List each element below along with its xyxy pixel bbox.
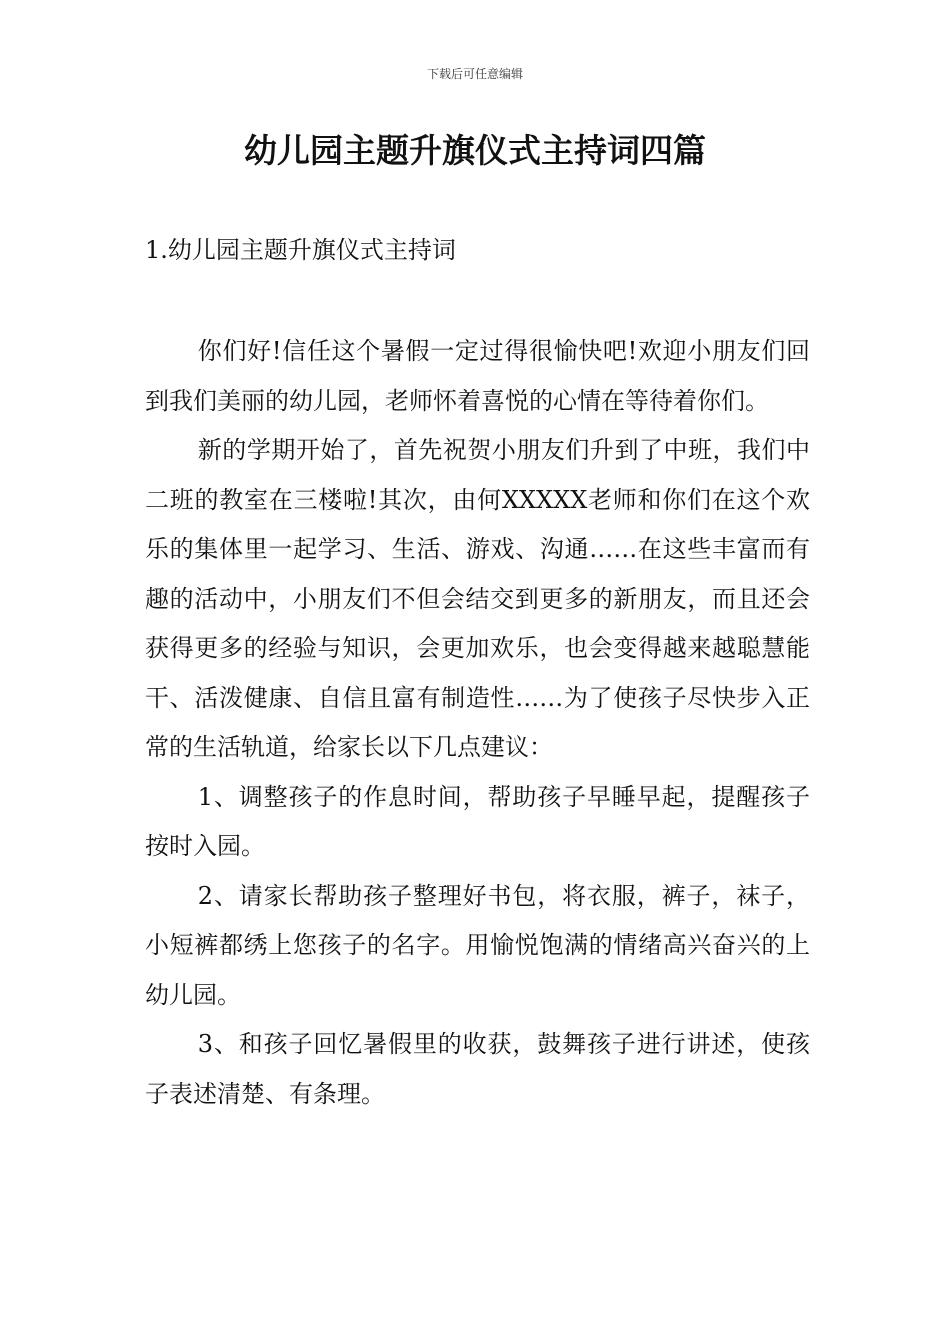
paragraph-suggestion-3: 3、和孩子回忆暑假里的收获，鼓舞孩子进行讲述，使孩子表述清楚、有条理。 [145, 1030, 810, 1108]
paragraph-suggestion-1: 1、调整孩子的作息时间，帮助孩子早睡早起，提醒孩子按时入园。 [145, 782, 810, 860]
paragraph-new-semester: 新的学期开始了，首先祝贺小朋友们升到了中班，我们中二班的教室在三楼啦!其次，由何XXXXX老师和你们在这个欢乐的集体里一起学习、生活、游戏、沟通……在这些丰富而有趣的活动中，小朋友们不但会结交到更多的新朋友，而且还会获得更多的经验与知识，会更加欢乐，也会变得越来越聪慧能干、活泼健康、自信且富有制造性……为了使孩子尽快步入正常的生活轨道，给家长以下几点建议： [145, 436, 810, 761]
section-heading: 1.幼儿园主题升旗仪式主持词 [145, 236, 456, 264]
body-text [145, 327, 810, 1119]
header-note: 下载后可任意编辑 [426, 67, 523, 81]
paragraph-suggestion-2: 2、请家长帮助孩子整理好书包，将衣服，裤子，袜子，小短裤都绣上您孩子的名字。用愉悦饱满的情绪高兴奋兴的上幼儿园。 [145, 881, 810, 1009]
paragraph-greeting: 你们好!信任这个暑假一定过得很愉快吧!欢迎小朋友们回到我们美丽的幼儿园，老师怀着喜悦的心情在等待着你们。 [145, 337, 810, 415]
document-title: 幼儿园主题升旗仪式主持词四篇 [244, 131, 706, 170]
